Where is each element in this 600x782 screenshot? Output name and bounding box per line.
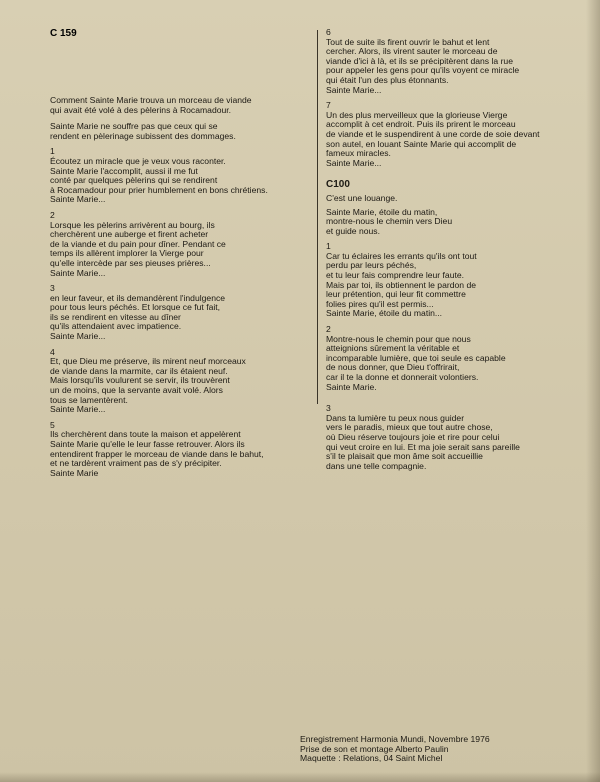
- stanza: [50, 147, 312, 205]
- stanza: [50, 284, 312, 342]
- stanza-text: Tout de suite ils firent ouvrir le bahut et lent cercher. Alors, ils virent sauter le morceau de viande d'ici à là, et ils se précipitèrent dans la rue pour appeler les gens pour qu'ils voyent ce miracle qui était l'un des plus étonnants.: [326, 36, 520, 85]
- stanza-refrain: Sainte Marie...: [50, 194, 106, 205]
- stanza-text: Un des plus merveilleux que la glorieuse Vierge accomplit à cet endroit. Puis ils prirent le morceau de viande et le suspendirent à une corde de soie devant son autel, en louant Sainte Marie qui accomplit de fameux miracles.: [326, 109, 540, 159]
- column-divider: [317, 30, 318, 404]
- page-bottom-shadow: [0, 772, 600, 782]
- stanza-text: Montre-nous le chemin pour que nous atteignions sûrement la véritable et incomparable lumière, que toi seule es capable de nous donner, que Dieu t'offrirait, car il te la donne et donnerait volontiers.: [326, 333, 506, 382]
- left-heading: C 159: [50, 28, 77, 39]
- stanza-text: Dans ta lumière tu peux nous guider vers le paradis, mieux que tout autre chose, où Dieu réserve toujours joie et rire pour celui qui veut croire en lui. Et ma joie serait sans pareille s'il te plaisait que mon âme soit accueillie dans une telle compagnie.: [326, 412, 520, 471]
- stanza-refrain: Sainte Marie...: [50, 331, 106, 342]
- credits-block: [300, 735, 550, 764]
- stanza-refrain: Sainte Marie...: [326, 84, 382, 95]
- stanza: [326, 404, 588, 471]
- stanza-number: 1: [326, 241, 331, 252]
- stanza-refrain: Sainte Marie...: [50, 267, 106, 278]
- song-title: Comment Sainte Marie trouva un morceau de viande qui avait été volé à des pèlerins à Rocamadour.: [50, 95, 252, 115]
- song-intro: Sainte Marie ne souffre pas que ceux qui se rendent en pèlerinage subissent des dommages.: [50, 121, 236, 141]
- left-column: [50, 96, 312, 478]
- stanza-number: 1: [50, 146, 55, 157]
- stanza-refrain: Sainte Marie: [50, 467, 99, 478]
- stanza-number: 6: [326, 27, 331, 37]
- stanza: [326, 325, 588, 392]
- stanza-refrain: Sainte Marie.: [326, 381, 377, 392]
- stanza-text: Écoutez un miracle que je veux vous raconter. Sainte Marie l'accomplit, aussi il me fut conté par quelques pèlerins qui se rendirent à Rocamadour pour prier humblement en bons chrétiens.: [50, 155, 268, 195]
- stanza: [50, 211, 312, 278]
- stanza-number: 5: [50, 419, 55, 430]
- stanza-text: Ils cherchèrent dans toute la maison et appelèrent Sainte Marie qu'elle le leur fasse retrouver. Alors ils entendirent frapper le morceau de viande dans le bahut, et ne tardèrent vraiment pas de s'y précipiter.: [50, 429, 264, 469]
- stanza: [50, 421, 312, 479]
- stanza: [50, 348, 312, 415]
- stanza-number: 4: [50, 346, 55, 357]
- credit-layout: Maquette : Relations, 04 Saint Michel: [300, 753, 443, 764]
- stanza-number: 3: [326, 403, 331, 414]
- stanza-refrain: Sainte Marie...: [50, 404, 106, 415]
- stanza: [326, 242, 588, 319]
- stanza-number: 2: [326, 324, 331, 335]
- credit-sound: Prise de son et montage Alberto Paulin: [300, 743, 449, 754]
- stanza-number: 3: [50, 283, 55, 294]
- right-column: [326, 28, 588, 471]
- stanza-text: Lorsque les pèlerins arrivèrent au bourg, ils cherchèrent une auberge et firent acheter de la viande et du pain pour dîner. Pendant ce temps ils allèrent implorer la Vierge pour qu'elle intercède par ses pieuses prières...: [50, 219, 226, 268]
- right-heading: C100: [326, 179, 350, 191]
- stanza-number: 7: [326, 100, 331, 111]
- stanza-text: Et, que Dieu me préserve, ils mirent neuf morceaux de viande dans la marmite, car ils étaient neuf. Mais lorsqu'ils voulurent se servir, ils trouvèrent un de moins, que la servante avait volé. Alors tous se lamentèrent.: [50, 356, 246, 405]
- page-edge-shadow: [586, 0, 600, 782]
- stanza-text: en leur faveur, et ils demandèrent l'indulgence pour tous leurs péchés. Et lorsque ce fut fait, ils se rendirent en vitesse au dîner qu'ils attendaient avec impatience.: [50, 292, 226, 332]
- stanza: [326, 28, 588, 95]
- credit-recording: Enregistrement Harmonia Mundi, Novembre 1976: [300, 734, 490, 744]
- stanza: [326, 101, 588, 168]
- stanza-number: 2: [50, 209, 55, 220]
- stanza-refrain: Sainte Marie...: [326, 157, 382, 168]
- song-subtitle: C'est une louange.: [326, 192, 398, 203]
- song-refrain-intro: Sainte Marie, étoile du matin, montre-nous le chemin vers Dieu et guide nous.: [326, 206, 453, 236]
- stanza-refrain: Sainte Marie, étoile du matin...: [326, 308, 443, 319]
- stanza-text: Car tu éclaires les errants qu'ils ont tout perdu par leurs péchés, et tu leur fais comprendre leur faute. Mais par toi, ils obtiennent le pardon de leur prétention, qui leur fit commettre folies pires qu'il est permis...: [326, 250, 477, 309]
